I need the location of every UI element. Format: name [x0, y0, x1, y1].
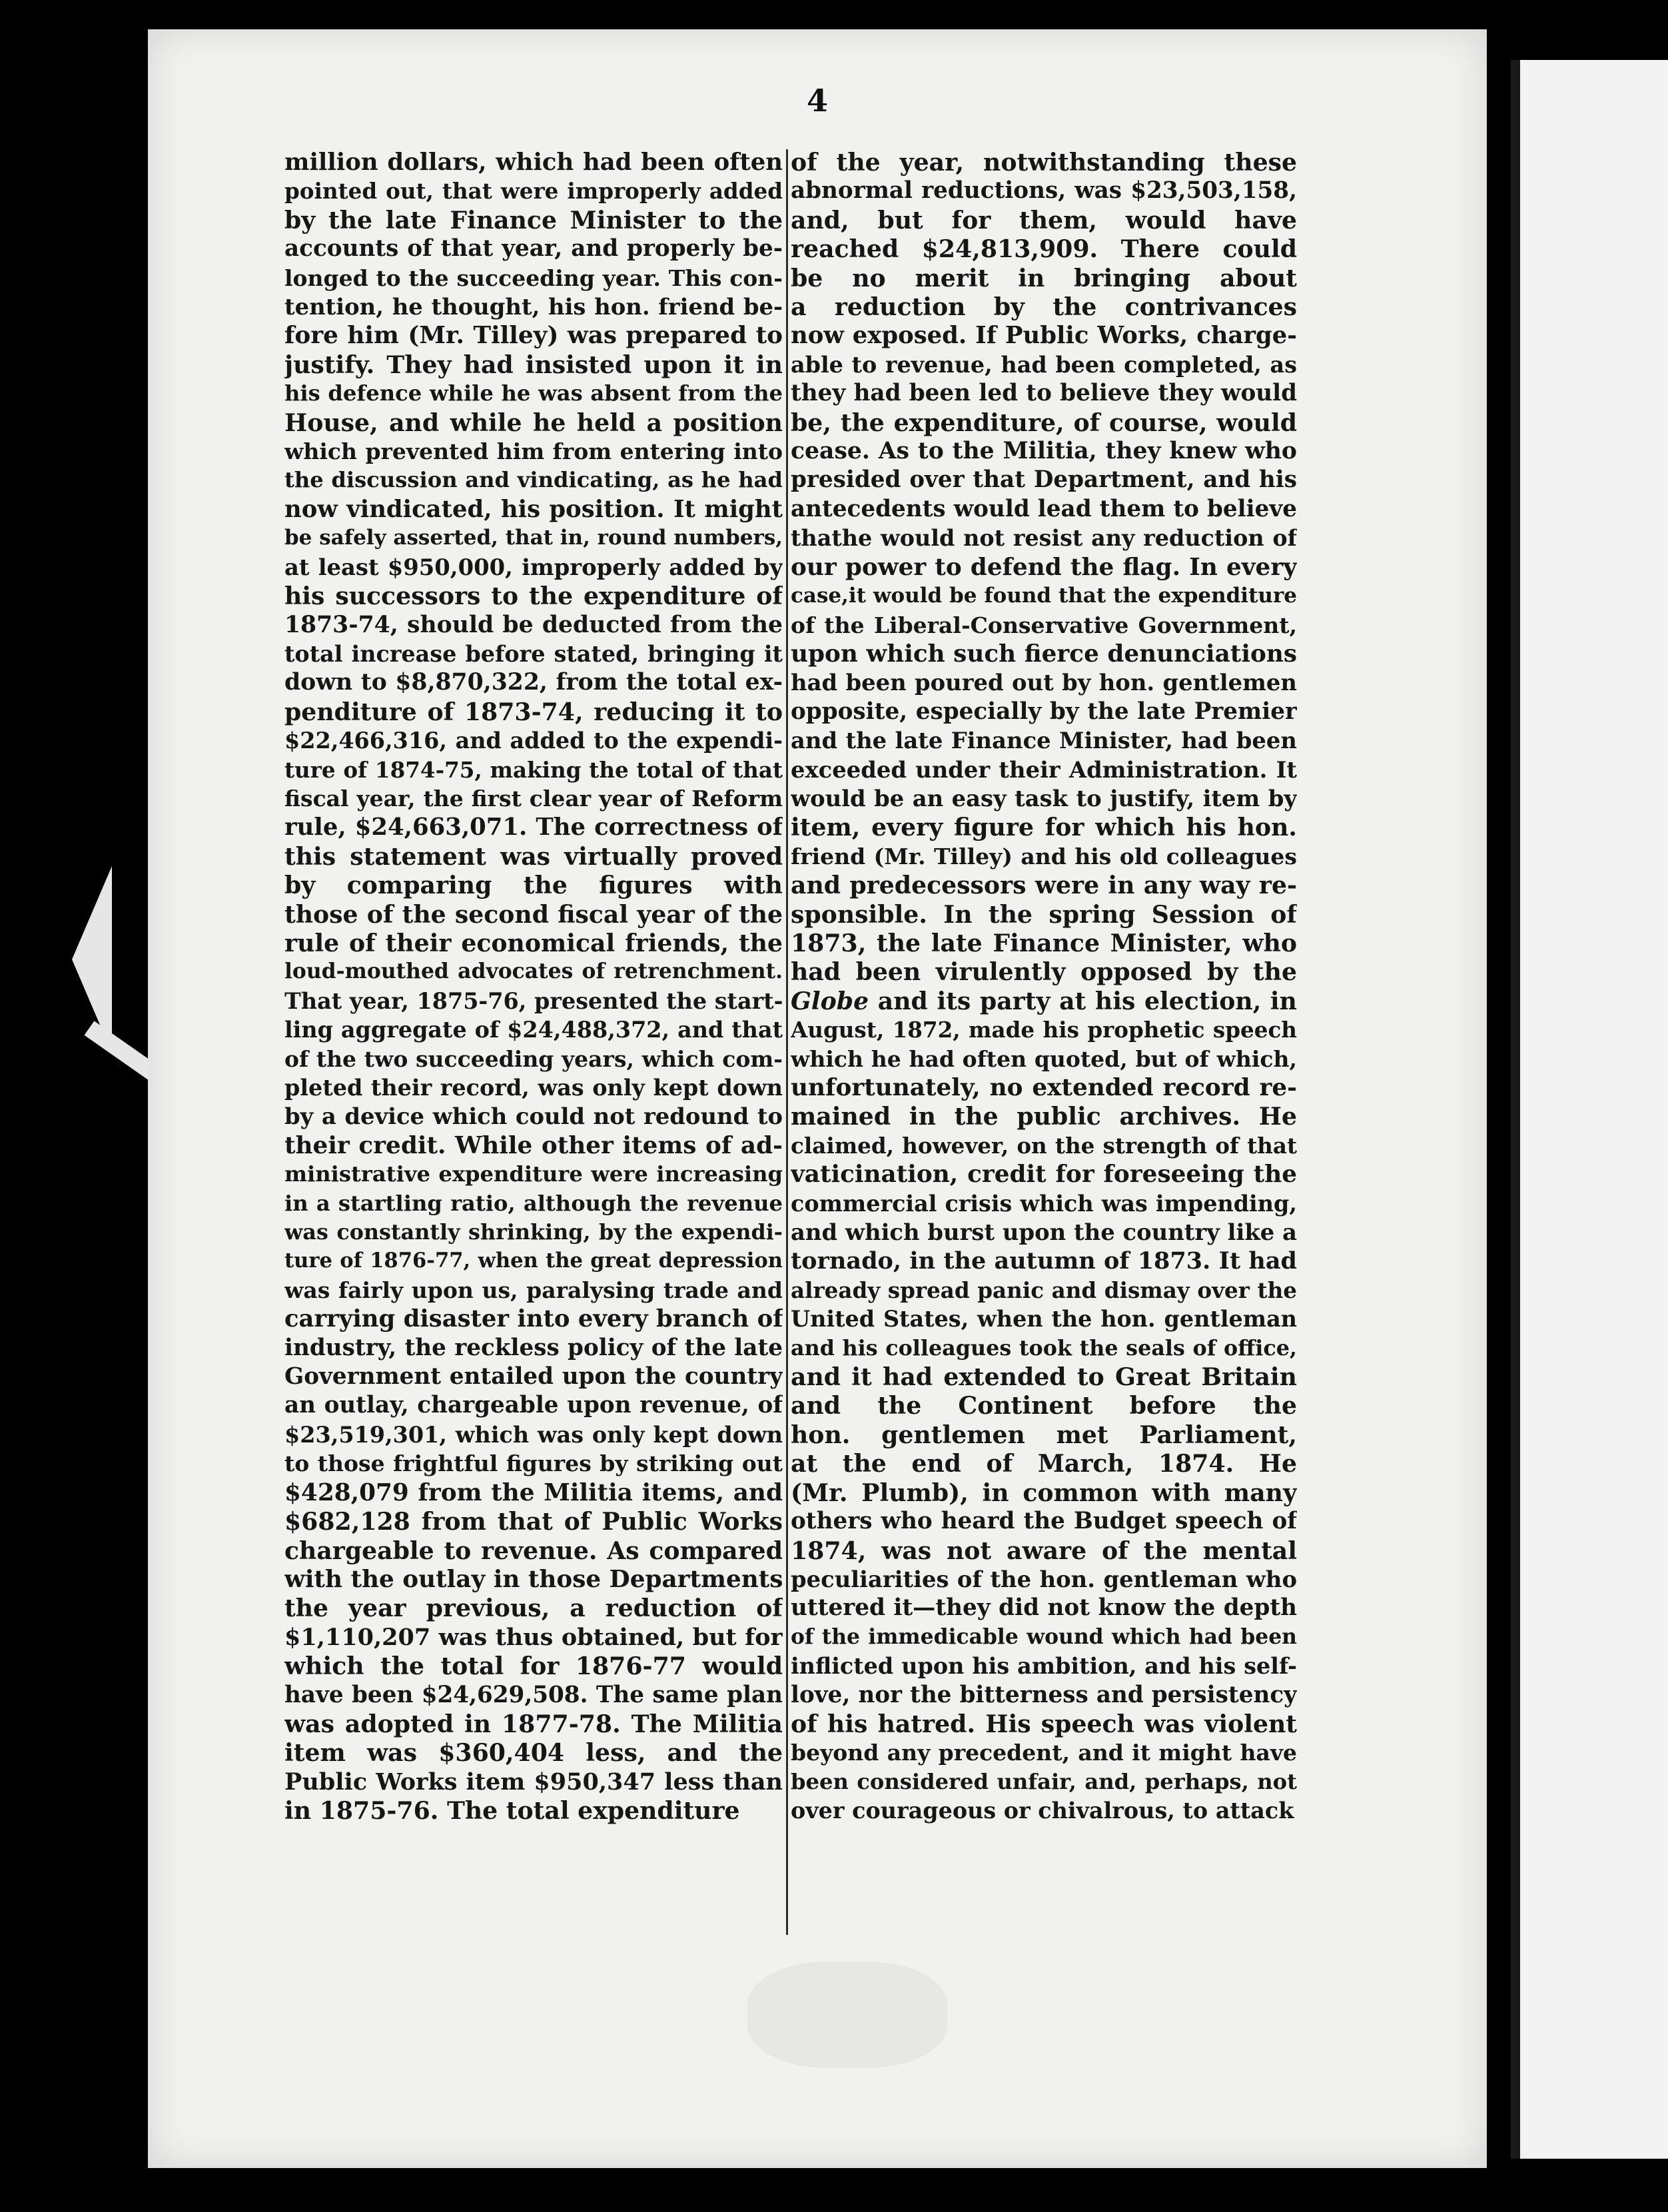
text-line: presided over that Department, and his — [791, 466, 1297, 494]
text-line: to those frightful figures by striking out — [284, 1450, 783, 1477]
page-number: 4 — [806, 83, 828, 119]
text-line: able to revenue, had been completed, as — [791, 351, 1297, 378]
text-line: which the total for 1876-77 would — [284, 1652, 783, 1681]
text-line: was fairly upon us, paralysing trade and — [284, 1277, 783, 1303]
document-page — [148, 29, 1487, 2168]
text-line: our power to defend the flag. In every — [791, 552, 1297, 581]
text-line: pointed out, that were improperly added — [284, 178, 783, 205]
text-line: cease. As to the Militia, they knew who — [791, 438, 1297, 465]
text-line: which prevented him from entering into — [284, 438, 783, 465]
text-line: peculiarities of the hon. gentleman who — [791, 1565, 1297, 1592]
text-line: item was $360,404 less, and the — [284, 1738, 783, 1768]
text-line: and, but for them, would have — [791, 205, 1297, 235]
left-text-column — [284, 148, 783, 1826]
text-line: his successors to the expenditure of — [284, 582, 783, 611]
text-line: vaticination, credit for foreseeing the — [791, 1160, 1297, 1189]
text-line: tornado, in the autumn of 1873. It had — [791, 1247, 1297, 1275]
text-line: have been $24,629,508. The same plan — [284, 1681, 783, 1708]
text-line: and predecessors were in any way re- — [791, 871, 1297, 900]
text-line: $23,519,301, which was only kept down — [284, 1421, 783, 1448]
text-line: upon which such fierce denunciations — [791, 639, 1297, 668]
text-line: by a device which could not redound to — [284, 1103, 783, 1130]
text-line: loud-mouthed advocates of retrenchment. — [284, 959, 783, 984]
text-line: That year, 1875-76, presented the start- — [284, 987, 783, 1014]
text-line: by comparing the figures with — [284, 871, 783, 900]
text-line: case,it would be found that the expenditure — [791, 584, 1297, 608]
text-line: penditure of 1873-74, reducing it to — [284, 697, 783, 726]
text-line: accounts of that year, and properly be- — [284, 235, 783, 263]
text-line: and the Continent before the — [791, 1391, 1297, 1420]
text-line: their credit. While other items of ad- — [284, 1131, 783, 1159]
text-line: now exposed. If Public Works, charge- — [791, 322, 1297, 350]
text-line: at the end of March, 1874. He — [791, 1449, 1297, 1478]
text-line: be, the expenditure, of course, would — [791, 408, 1297, 437]
text-line: of his hatred. His speech was violent — [791, 1709, 1297, 1738]
text-line: total increase before stated, bringing it — [284, 640, 783, 667]
text-line: $682,128 from that of Public Works — [284, 1507, 783, 1536]
text-line: claimed, however, on the strength of that — [791, 1132, 1297, 1159]
text-line: of the immedicable wound which had been — [791, 1624, 1297, 1649]
text-line: uttered it—they did not know the depth — [791, 1594, 1297, 1622]
text-line: $428,079 from the Militia items, and — [284, 1478, 783, 1506]
text-line: over courageous or chivalrous, to attack — [791, 1798, 1294, 1824]
text-line: 1873, the late Finance Minister, who — [791, 928, 1297, 957]
text-line: friend (Mr. Tilley) and his old colleagues — [791, 843, 1297, 869]
text-line: in a startling ratio, although the revenue — [284, 1190, 783, 1216]
text-line: $22,466,316, and added to the expendi- — [284, 728, 783, 754]
text-line: would be an easy task to justify, item by — [791, 784, 1297, 812]
text-line: chargeable to revenue. As compared — [284, 1536, 783, 1565]
text-line: been considered unfair, and, perhaps, not — [791, 1768, 1297, 1794]
text-line: abnormal reductions, was $23,503,158, — [791, 177, 1297, 205]
text-line: opposite, especially by the late Premier — [791, 698, 1297, 725]
text-line: was adopted in 1877-78. The Militia — [284, 1709, 783, 1738]
text-line: fore him (Mr. Tilley) was prepared to — [284, 321, 783, 350]
text-line: and the late Finance Minister, had been — [791, 727, 1297, 754]
text-line: fiscal year, the first clear year of Reform — [284, 785, 783, 812]
text-line: ture of 1874-75, making the total of that — [284, 756, 783, 783]
text-line: had been virulently opposed by the — [791, 957, 1297, 987]
text-line: inflicted upon his ambition, and his self- — [791, 1653, 1297, 1680]
text-line: industry, the reckless policy of the late — [284, 1334, 783, 1361]
text-line: tention, he thought, his hon. friend be- — [284, 293, 783, 320]
text-line: 1873-74, should be deducted from the — [284, 611, 783, 638]
text-line: rule, $24,663,071. The correctness of — [284, 814, 783, 841]
text-line: carrying disaster into every branch of — [284, 1305, 783, 1333]
text-line: those of the second fiscal year of the — [284, 899, 783, 929]
text-line: exceeded under their Administration. It — [791, 756, 1297, 783]
text-line: they had been led to believe they would — [791, 380, 1297, 407]
text-line: which he had often quoted, but of which, — [791, 1045, 1297, 1072]
text-line: United States, when the hon. gentleman — [791, 1306, 1297, 1333]
text-line: House, and while he held a position — [284, 408, 783, 437]
adjacent-page-edge — [1511, 60, 1668, 2159]
text-line: unfortunately, no extended record re- — [791, 1073, 1297, 1101]
text-line: be safely asserted, that in, round numbers, — [284, 526, 783, 550]
text-line: with the outlay in those Departments — [284, 1564, 783, 1593]
right-text-column — [791, 148, 1297, 1826]
text-line: rule of their economical friends, the — [284, 928, 783, 957]
text-line: antecedents would lead them to believe — [791, 495, 1297, 522]
text-line: and which burst upon the country like a — [791, 1219, 1297, 1246]
text-line: Globe and its party at his election, in — [791, 986, 1297, 1015]
text-line: in 1875-76. The total expenditure — [284, 1796, 740, 1826]
adjacent-page-border — [1511, 60, 1520, 2159]
text-line: at least $950,000, improperly added by — [284, 553, 783, 580]
text-line: (Mr. Plumb), in common with many — [791, 1478, 1297, 1507]
text-line: down to $8,870,322, from the total ex- — [284, 669, 783, 696]
text-line: reached $24,813,909. There could — [791, 235, 1297, 264]
text-line: this statement was virtually proved — [284, 841, 783, 871]
text-line: hon. gentlemen met Parliament, — [791, 1420, 1297, 1449]
text-line: justify. They had insisted upon it in — [284, 350, 783, 379]
text-line: item, every figure for which his hon. — [791, 813, 1297, 842]
text-line: ling aggregate of $24,488,372, and that — [284, 1017, 783, 1043]
text-line: million dollars, which had been often — [284, 149, 783, 176]
text-line: his defence while he was absent from the — [284, 380, 783, 406]
text-line: by the late Finance Minister to the — [284, 205, 783, 235]
text-line: of the two succeeding years, which com- — [284, 1045, 783, 1072]
text-line: Public Works item $950,347 less than — [284, 1768, 783, 1796]
column-divider — [786, 149, 788, 1935]
text-line: $1,110,207 was thus obtained, but for — [284, 1623, 783, 1651]
text-line: the discussion and vindicating, as he had — [284, 467, 783, 493]
text-line: mained in the public archives. He — [791, 1102, 1297, 1131]
text-line: and his colleagues took the seals of office, — [791, 1335, 1297, 1361]
text-line: thathe would not resist any reduction of — [791, 525, 1297, 552]
text-line: now vindicated, his position. It might — [284, 495, 783, 523]
text-line: of the year, notwithstanding these — [791, 148, 1297, 177]
text-line: others who heard the Budget speech of — [791, 1508, 1297, 1535]
text-line: beyond any precedent, and it might have — [791, 1740, 1297, 1766]
text-line: already spread panic and dismay over the — [791, 1277, 1297, 1303]
text-line: sponsible. In the spring Session of — [791, 899, 1297, 929]
text-line: love, nor the bitterness and persistency — [791, 1681, 1297, 1708]
text-line: 1874, was not aware of the mental — [791, 1536, 1297, 1565]
text-line: pleted their record, was only kept down — [284, 1075, 783, 1101]
text-line: Government entailed upon the country — [284, 1363, 783, 1390]
text-line: and it had extended to Great Britain — [791, 1363, 1297, 1392]
text-line: a reduction by the contrivances — [791, 292, 1297, 322]
text-line: of the Liberal-Conservative Government, — [791, 612, 1297, 638]
text-line: August, 1872, made his prophetic speech — [791, 1017, 1297, 1043]
text-line: ministrative expenditure were increasing — [284, 1161, 783, 1187]
text-line: the year previous, a reduction of — [284, 1594, 783, 1623]
text-line: ture of 1876-77, when the great depression — [284, 1249, 783, 1273]
text-line: be no merit in bringing about — [791, 263, 1297, 292]
text-line: had been poured out by hon. gentlemen — [791, 669, 1297, 696]
scan-smudge — [747, 1961, 947, 2068]
text-line: was constantly shrinking, by the expendi- — [284, 1220, 783, 1245]
text-line: an outlay, chargeable upon revenue, of — [284, 1392, 783, 1419]
text-line: longed to the succeeding year. This con- — [284, 265, 783, 291]
text-line: commercial crisis which was impending, — [791, 1190, 1297, 1217]
